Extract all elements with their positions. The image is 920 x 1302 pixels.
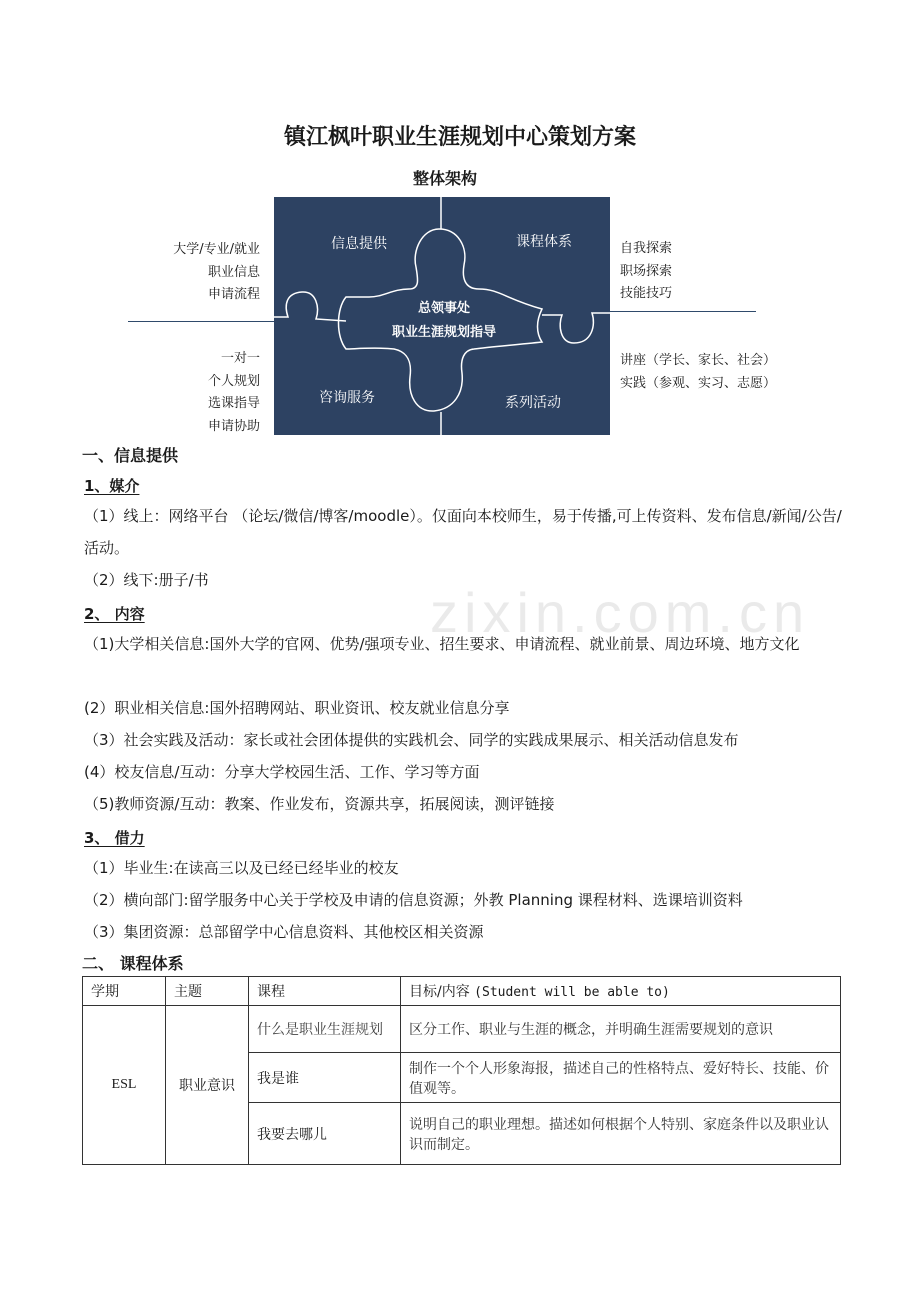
content-item: （1)大学相关信息:国外大学的官网、优势/强项专业、招生要求、申请流程、就业前景、周边环境、地方文化	[84, 635, 800, 653]
annotation-line: 一对一	[220, 351, 260, 366]
header-goal-cn: 目标/内容	[409, 984, 475, 1000]
right-top-annotation	[620, 238, 820, 306]
left-connector-line	[128, 321, 276, 322]
center-label-1: 总领事处	[417, 301, 471, 316]
header-term: 学期	[83, 977, 166, 1006]
section-2-heading: 二、 课程体系	[82, 954, 184, 973]
goal-cell: 说明自己的职业理想。描述如何根据个人特别、家庭条件以及职业认识而制定。	[401, 1103, 841, 1165]
section-1-heading: 一、信息提供	[82, 446, 179, 465]
term-cell: ESL	[83, 1006, 166, 1165]
header-topic: 主题	[166, 977, 249, 1006]
annotation-line: 申请流程	[207, 287, 260, 302]
annotation-line: 申请协助	[207, 418, 260, 434]
media-paragraph-2: （2）线下:册子/书	[84, 571, 209, 589]
quadrant-br-label: 系列活动	[505, 395, 561, 411]
center-label-2: 职业生涯规划指导	[391, 325, 497, 340]
goal-cell: 区分工作、职业与生涯的概念，并明确生涯需要规划的意识	[401, 1006, 841, 1053]
left-top-annotation	[100, 239, 260, 307]
content-item: （3）社会实践及活动：家长或社会团体提供的实践机会、同学的实践成果展示、相关活动信息发布	[84, 731, 739, 749]
content-item: (2）职业相关信息:国外招聘网站、职业资讯、校友就业信息分享	[84, 699, 510, 717]
content-heading: 2、 内容	[84, 605, 145, 623]
annotation-line: 技能技巧	[620, 286, 673, 301]
header-course: 课程	[249, 977, 401, 1006]
topic-cell: 职业意识	[166, 1006, 249, 1165]
header-goal-en: (Student will be able to)	[474, 985, 670, 1000]
right-connector-line	[608, 311, 756, 312]
leverage-item: （1）毕业生:在读高三以及已经已经毕业的校友	[84, 859, 399, 877]
leverage-item: （3）集团资源：总部留学中心信息资料、其他校区相关资源	[84, 923, 484, 941]
annotation-line: 自我探索	[620, 241, 673, 256]
annotation-line: 职场探索	[620, 263, 673, 279]
quadrant-tr-label: 课程体系	[516, 234, 572, 250]
annotation-line: 讲座（学长、家长、社会）	[620, 353, 777, 368]
puzzle-diagram	[274, 197, 610, 435]
course-cell: 什么是职业生涯规划	[249, 1006, 401, 1053]
content-item: （5)教师资源/互动：教案、作业发布，资源共享，拓展阅读，测评链接	[84, 795, 555, 813]
document-title: 镇江枫叶职业生涯规划中心策划方案	[283, 125, 636, 150]
annotation-line: 实践（参观、实习、志愿）	[620, 375, 777, 391]
annotation-line: 个人规划	[207, 373, 260, 389]
table-row	[83, 1006, 841, 1053]
media-paragraph-1: （1）线上：网络平台 （论坛/微信/博客/moodle）。仅面向本校师生，易于传播,可上传资料、发布信息/新闻/公告/活动。	[84, 507, 842, 557]
watermark: zixin.com.cn	[430, 581, 811, 644]
quadrant-bl-label: 咨询服务	[319, 390, 375, 406]
annotation-line: 选课指导	[207, 396, 260, 411]
table-header-row	[83, 977, 841, 1006]
course-cell: 我要去哪儿	[249, 1103, 401, 1165]
right-bottom-annotation	[620, 350, 840, 395]
leverage-item: （2）横向部门:留学服务中心关于学校及申请的信息资源；外教 Planning 课程材料、选课培训资料	[84, 891, 743, 909]
leverage-heading: 3、 借力	[84, 829, 145, 847]
annotation-line: 大学/专业/就业	[173, 242, 260, 257]
annotation-line: 职业信息	[207, 264, 260, 280]
diagram-subtitle: 整体架构	[412, 169, 477, 188]
left-bottom-annotation	[100, 348, 260, 438]
content-item: (4）校友信息/互动：分享大学校园生活、工作、学习等方面	[84, 763, 480, 781]
course-table	[82, 976, 841, 1165]
header-goal	[401, 977, 841, 1006]
course-cell: 我是谁	[249, 1053, 401, 1103]
quadrant-tl-label: 信息提供	[331, 236, 387, 252]
goal-cell: 制作一个个人形象海报，描述自己的性格特点、爱好特长、技能、价值观等。	[401, 1053, 841, 1103]
media-heading: 1、媒介	[84, 477, 140, 495]
